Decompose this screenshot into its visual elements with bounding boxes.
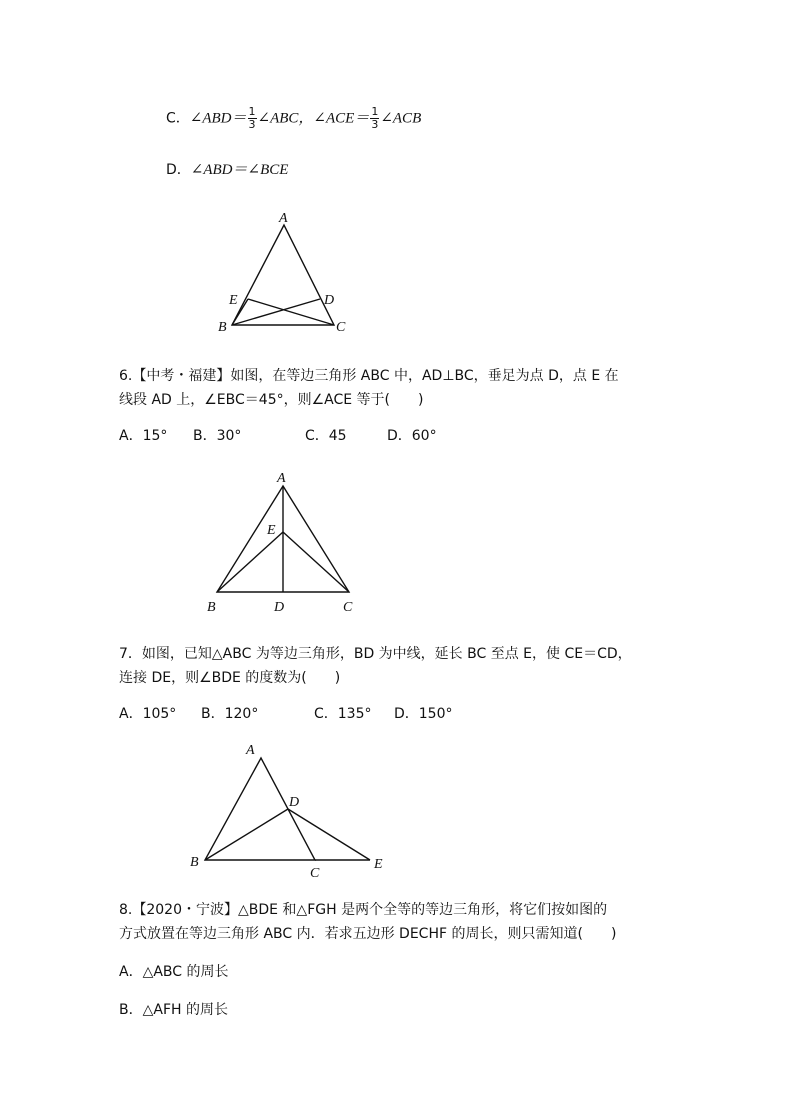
option-d-letter: D． — [166, 162, 191, 178]
q7-option-d: D．150° — [394, 706, 453, 722]
q7-line1: 7．如图，已知△ABC 为等边三角形，BD 为中线，延长 BC 至点 E，使 CE＝CD， — [119, 646, 632, 662]
q8-option-b: B．△AFH 的周长 — [119, 1002, 228, 1018]
label-b: B — [218, 320, 227, 335]
q7-option-a: A．105° — [119, 706, 177, 722]
option-c-part1-lhs: ∠ABD＝ — [189, 110, 247, 127]
option-c-part1-rhs: ∠ABC， — [257, 110, 314, 127]
label-c: C — [310, 866, 320, 881]
label-a: A — [279, 211, 288, 226]
segment-ec — [248, 299, 334, 325]
q7-option-b: B．120° — [201, 706, 259, 722]
label-c: C — [336, 320, 346, 335]
option-c-part2-lhs: ∠ACE＝ — [313, 110, 370, 127]
label-c: C — [343, 600, 353, 615]
q6-option-b: B．30° — [193, 428, 242, 444]
label-d: D — [324, 293, 335, 308]
segment-de — [288, 809, 370, 860]
label-b: B — [207, 600, 216, 615]
label-b: B — [190, 855, 199, 870]
q8-option-a: A．△ABC 的周长 — [119, 964, 229, 980]
q6-option-d: D．60° — [387, 428, 437, 444]
option-d-expr: ∠ABD＝∠BCE — [190, 162, 289, 178]
label-e: E — [229, 293, 238, 308]
q6-option-c: C．45 — [305, 428, 347, 444]
segment-bd — [205, 809, 288, 860]
option-c-part2-rhs: ∠ACB — [380, 110, 422, 127]
segment-ec — [283, 532, 349, 592]
q8-line1: 8.【2020・宁波】△BDE 和△FGH 是两个全等的等边三角形，将它们按如图的 — [119, 902, 608, 918]
segment-be — [217, 532, 283, 592]
figure-3-triangle — [185, 738, 395, 883]
label-d: D — [289, 795, 300, 810]
label-a: A — [277, 471, 286, 486]
label-d: D — [274, 600, 285, 615]
fraction-one-third: $\frac{1}{3}$ — [371, 105, 379, 131]
option-c-letter: C． — [166, 110, 190, 127]
q6-line2: 线段 AD 上，∠EBC＝45°，则∠ACE 等于( ) — [119, 392, 424, 408]
option-c — [166, 106, 421, 131]
q8-line2: 方式放置在等边三角形 ABC 内．若求五边形 DECHF 的周长，则只需知道( ) — [119, 926, 617, 942]
q6-line1: 6.【中考・福建】如图，在等边三角形 ABC 中，AD⊥BC，垂足为点 D，点 E 在 — [119, 368, 619, 384]
q7-line2: 连接 DE，则∠BDE 的度数为( ) — [119, 670, 341, 686]
label-e: E — [374, 857, 383, 872]
label-e: E — [267, 523, 276, 538]
fraction-one-third: $\frac{1}{3}$ — [248, 105, 256, 131]
q7-option-c: C．135° — [314, 706, 372, 722]
q6-option-a: A．15° — [119, 428, 168, 444]
figure-2-triangle — [195, 462, 370, 622]
figure-1-triangle — [210, 205, 360, 340]
label-a: A — [246, 743, 255, 758]
option-d — [166, 160, 288, 180]
